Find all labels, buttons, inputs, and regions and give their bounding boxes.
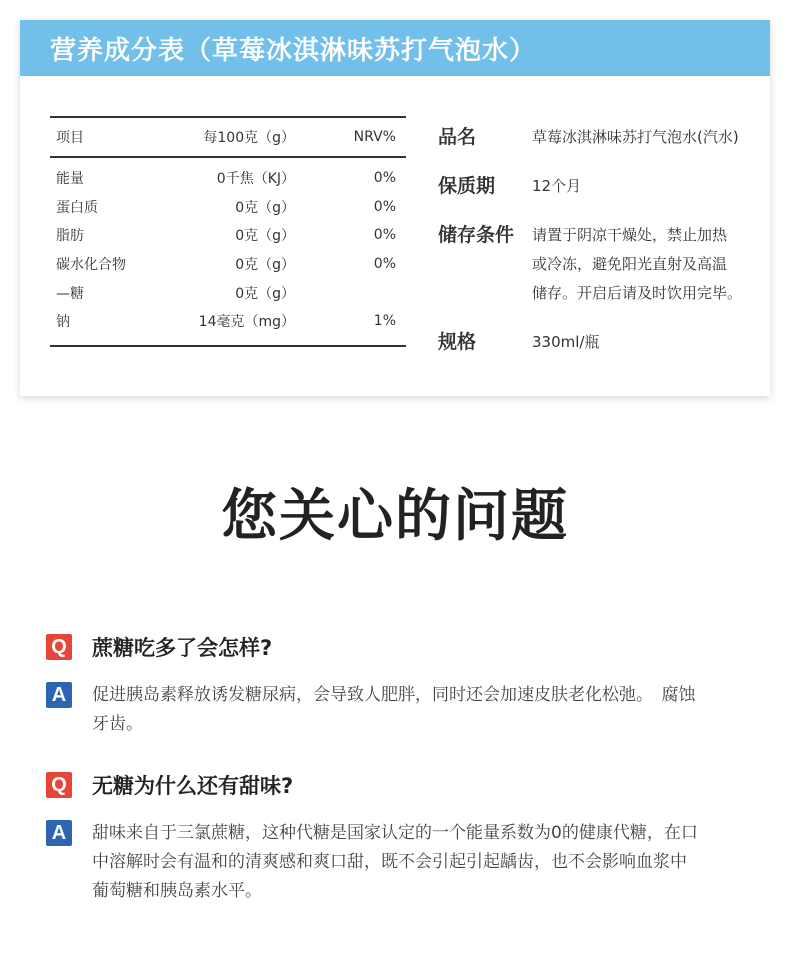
product-name-value: 草莓冰淇淋味苏打气泡水(汽水): [532, 128, 739, 146]
row-name: —糖: [56, 285, 84, 302]
answer-line-text: 牙齿。: [92, 714, 143, 734]
row-value: 0克（g）: [235, 285, 295, 302]
answer-badge-icon: A: [46, 820, 72, 846]
faq-item: [46, 632, 756, 739]
row-name: 蛋白质: [56, 199, 98, 216]
storage-value: [532, 221, 768, 308]
product-name-label: 品名: [438, 126, 477, 148]
row-value: 0克（g）: [235, 257, 295, 274]
row-name: 碳水化合物: [56, 257, 126, 274]
table-row: [50, 307, 406, 336]
row-name: 能量: [56, 171, 84, 188]
nutrition-table: [50, 116, 406, 347]
answer-line-text: 中溶解时会有温和的清爽感和爽口甜，既不会引起引起龋齿，也不会影响血浆中: [92, 852, 687, 872]
row-value: 0克（g）: [235, 199, 295, 216]
row-nrv: 0%: [373, 227, 396, 244]
nutrition-card: [20, 20, 770, 396]
row-value: 0克（g）: [235, 228, 295, 245]
storage-label: 储存条件: [438, 224, 515, 246]
spec-value: 330ml/瓶: [532, 333, 600, 351]
question-text: 无糖为什么还有甜味?: [92, 774, 294, 798]
row-name: 脂肪: [56, 228, 84, 245]
row-nrv: 1%: [373, 313, 396, 330]
product-info: [438, 120, 768, 355]
answer-line-text: 促进胰岛素释放诱发糖尿病，会导致人肥胖，同时还会加速皮肤老化松弛。 腐蚀: [92, 685, 696, 705]
row-nrv: 0%: [373, 256, 396, 273]
answer-text: [92, 681, 696, 739]
row-name: 钠: [56, 314, 70, 331]
answer-line-text: 甜味来自于三氯蔗糖，这种代糖是国家认定的一个能量系数为0的健康代糖，在口: [92, 823, 698, 843]
question-badge-icon: Q: [46, 772, 72, 798]
nutrition-table-header: [50, 118, 406, 158]
answer-line-text: 葡萄糖和胰岛素水平。: [92, 881, 262, 901]
shelf-life-row: [438, 173, 768, 199]
header-nrv: NRV%: [353, 129, 396, 145]
answer-line: [46, 820, 756, 906]
faq-section-title: 您关心的问题: [221, 484, 569, 549]
answer-text: [92, 819, 698, 906]
answer-line: [46, 682, 756, 739]
question-line: [46, 632, 756, 662]
answer-badge-icon: A: [46, 682, 72, 708]
nutrition-title: 营养成分表（草莓冰淇淋味苏打气泡水）: [50, 35, 537, 66]
question-line: [46, 770, 756, 800]
storage-line: 或冷冻，避免阳光直射及高温: [532, 255, 728, 273]
row-nrv: 0%: [373, 170, 396, 187]
storage-line: 请置于阴凉干燥处，禁止加热: [532, 226, 728, 244]
storage-line: 储存。开启后请及时饮用完毕。: [532, 284, 743, 302]
table-row: [50, 164, 406, 193]
storage-row: [438, 221, 768, 308]
table-row: [50, 193, 406, 222]
spec-row: [438, 329, 768, 355]
row-value: 14毫克（mg）: [198, 314, 295, 331]
question-text: 蔗糖吃多了会怎样?: [92, 636, 273, 660]
shelf-life-label: 保质期: [438, 175, 496, 197]
row-value: 0千焦（KJ）: [216, 171, 295, 188]
table-row: [50, 250, 406, 279]
product-name-row: [438, 124, 768, 150]
table-row: [50, 221, 406, 250]
header-per100: 每100克（g）: [203, 130, 295, 146]
table-row: [50, 278, 406, 307]
header-item: 项目: [56, 130, 84, 146]
spec-label: 规格: [438, 331, 477, 353]
nutrition-card-header: [20, 20, 770, 76]
question-badge-icon: Q: [46, 634, 72, 660]
faq-item: [46, 770, 756, 906]
row-nrv: 0%: [373, 198, 396, 215]
shelf-life-value: 12个月: [532, 177, 582, 195]
